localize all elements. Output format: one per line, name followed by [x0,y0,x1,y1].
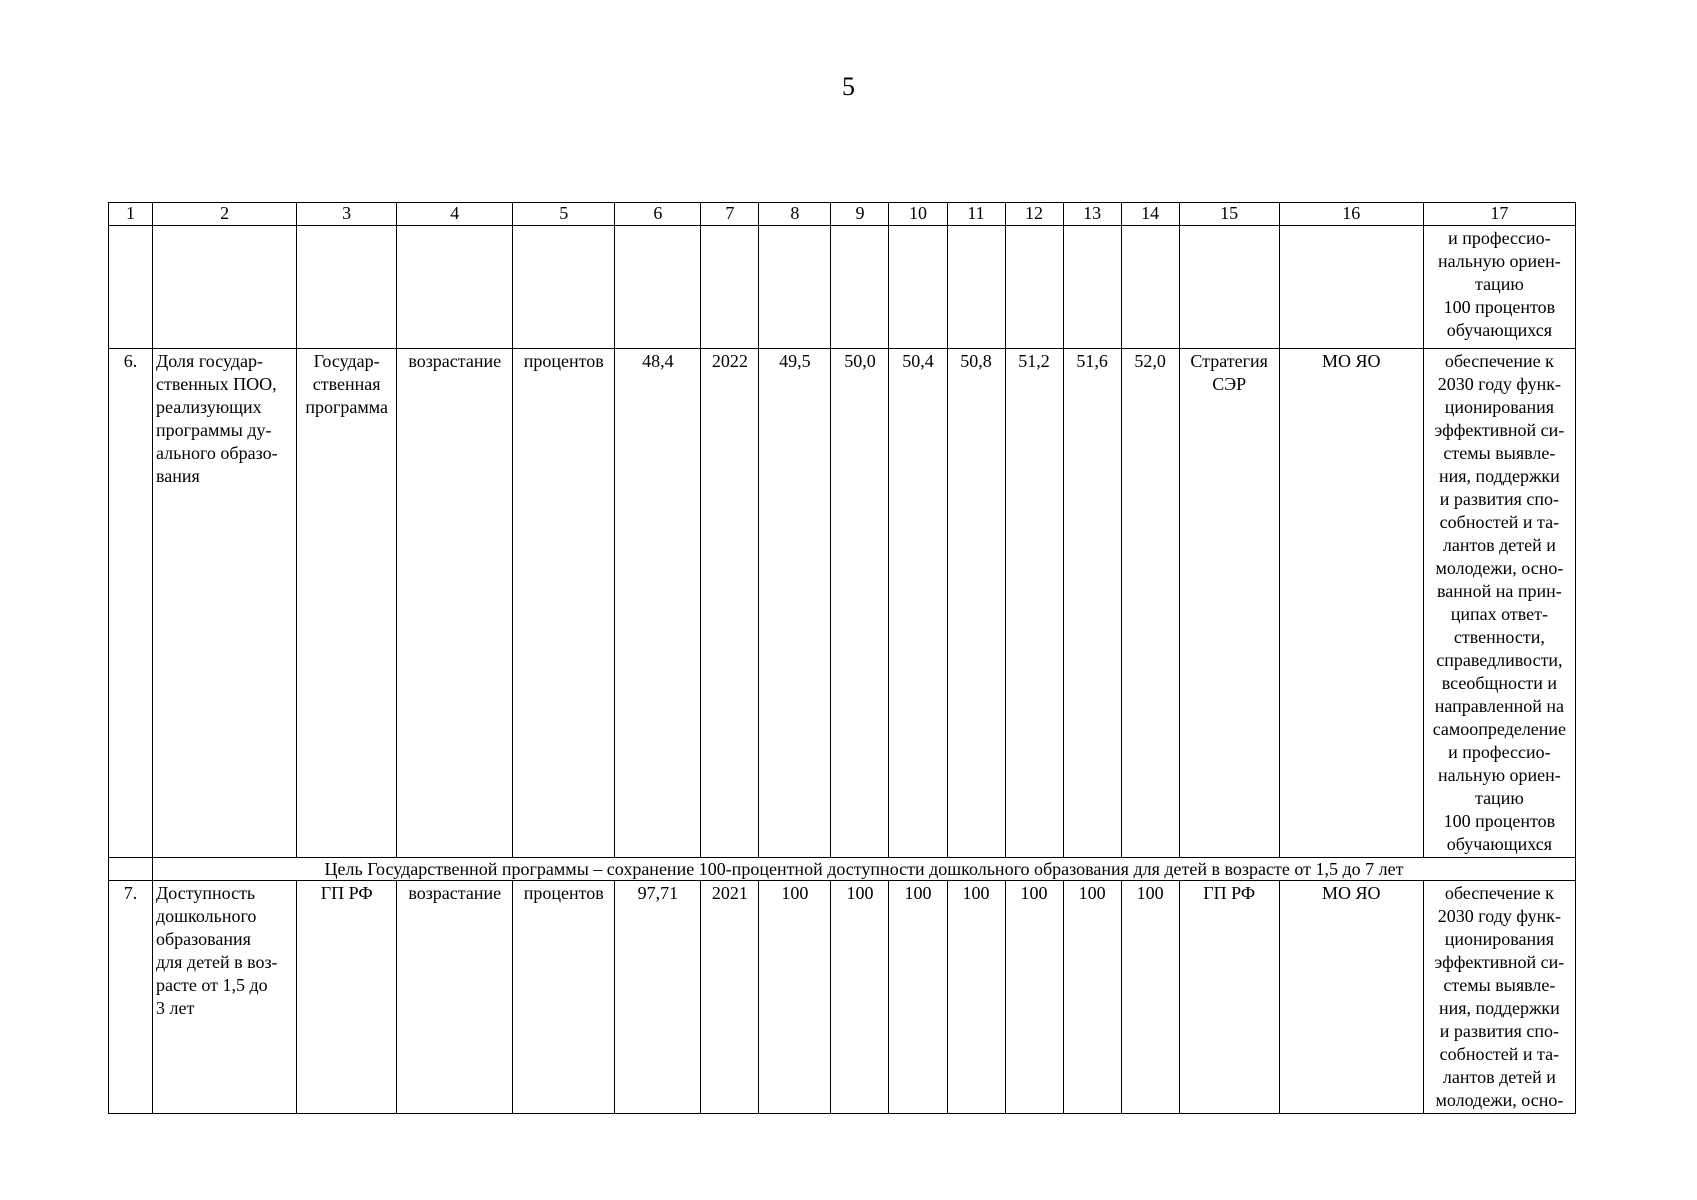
indicator-level: ГП РФ [297,881,397,1114]
header-cell: 15 [1179,203,1279,226]
table-row [109,349,1576,858]
link-line: стемы выявле- [1443,975,1556,995]
header-cell: 6 [615,203,701,226]
document-cell [1179,349,1279,858]
link-line: нальную ориен- [1437,251,1561,271]
header-cell: 13 [1063,203,1121,226]
header-cell: 2 [153,203,297,226]
page-number: 5 [842,72,855,101]
base-year: 2021 [701,881,759,1114]
base-value: 97,71 [615,881,701,1114]
indicator-name-line: программы ду- [156,420,272,440]
value-cell: 100 [759,881,831,1114]
indicator-name-line: Доступность [156,883,256,903]
value-cell: 100 [1121,881,1179,1114]
indicator-name-line: вания [156,466,200,486]
value-cell: 50,8 [947,349,1005,858]
value-cell: 51,6 [1063,349,1121,858]
link-line: собностей и та- [1439,1044,1560,1064]
link-cell [1423,881,1575,1114]
link-line: ционирования [1444,397,1555,417]
link-cell [1423,226,1575,349]
header-cell: 5 [513,203,615,226]
row-number: 7. [109,881,153,1114]
value-cell: 100 [1005,881,1063,1114]
continuation-row [109,226,1576,349]
link-line: эффективной си- [1434,420,1565,440]
header-cell: 17 [1423,203,1575,226]
value-cell: 50,4 [889,349,947,858]
link-line: направленной на [1434,696,1565,716]
indicator-name [153,349,297,858]
header-row [109,203,1576,226]
link-line: ципах ответ- [1450,604,1549,624]
unit: процентов [513,349,615,858]
link-line: 2030 году функ- [1437,906,1561,926]
link-line: эффективной си- [1434,952,1565,972]
link-line: обеспечение к [1444,351,1554,371]
indicator-level-line: Государ- [313,351,380,371]
header-cell: 4 [397,203,513,226]
indicator-level [297,349,397,858]
row-number: 6. [109,349,153,858]
indicator-level-line: ственная [312,374,381,394]
link-line: ционирования [1444,929,1555,949]
link-line: и профессио- [1448,742,1551,762]
value-cell: 52,0 [1121,349,1179,858]
header-cell: 8 [759,203,831,226]
indicator-name-line: дошкольного [156,906,257,926]
link-line: обучающихся [1446,320,1552,340]
indicator-level-line: программа [305,397,388,417]
link-line: лантов детей и [1442,1067,1556,1087]
indicator-name-line: реализующих [156,397,262,417]
base-value: 48,4 [615,349,701,858]
document-line: Стратегия [1190,351,1268,371]
value-cell: 100 [1063,881,1121,1114]
link-line: обучающихся [1446,834,1552,854]
trend: возрастание [397,349,513,858]
trend: возрастание [397,881,513,1114]
header-cell: 7 [701,203,759,226]
header-cell: 12 [1005,203,1063,226]
link-line: обеспечение к [1444,883,1554,903]
link-line: 2030 году функ- [1437,374,1561,394]
link-line: стемы выявле- [1443,443,1556,463]
link-line: справедливости, [1436,650,1563,670]
link-line: нальную ориен- [1437,765,1561,785]
value-cell: 49,5 [759,349,831,858]
value-cell: 100 [831,881,889,1114]
header-cell: 16 [1279,203,1423,226]
indicator-name [153,881,297,1114]
link-line: тацию [1474,274,1524,294]
value-cell: 51,2 [1005,349,1063,858]
indicator-name-line: расте от 1,5 до [156,975,268,995]
base-year: 2022 [701,349,759,858]
indicators-table [108,202,1576,1114]
link-line: и развития спо- [1439,1021,1560,1041]
document-cell: ГП РФ [1179,881,1279,1114]
link-line: молодежи, осно- [1435,558,1564,578]
table-row [109,881,1576,1114]
header-cell: 14 [1121,203,1179,226]
link-cell [1423,349,1575,858]
link-line: лантов детей и [1442,535,1556,555]
responsible: МО ЯО [1279,349,1423,858]
indicator-name-line: ственных ПОО, [156,374,277,394]
header-cell: 3 [297,203,397,226]
link-line: ния, поддержки [1439,466,1560,486]
link-line: и развития спо- [1439,489,1560,509]
link-line: ванной на прин- [1437,581,1562,601]
unit: процентов [513,881,615,1114]
link-line: 100 процентов [1443,811,1556,831]
indicator-name-line: 3 лет [156,998,195,1018]
header-cell: 1 [109,203,153,226]
value-cell: 100 [889,881,947,1114]
link-line: всеобщности и [1441,673,1558,693]
link-line: собностей и та- [1439,512,1560,532]
link-line: самоопределение [1432,719,1567,739]
value-cell: 100 [947,881,1005,1114]
indicator-name-line: для детей в воз- [156,952,278,972]
link-line: тацию [1474,788,1524,808]
link-line: ственности, [1453,627,1545,647]
program-goal: Цель Государственной программы – сохранение 100-процентной доступности дошкольного образования для детей в возрасте от 1,5 до 7 лет [153,858,1576,881]
value-cell: 50,0 [831,349,889,858]
responsible: МО ЯО [1279,881,1423,1114]
link-line: и профессио- [1448,228,1551,248]
goal-row [109,858,1576,881]
indicator-name-line: Доля государ- [156,351,263,371]
indicator-name-line: образования [156,929,251,949]
header-cell: 10 [889,203,947,226]
link-line: ния, поддержки [1439,998,1560,1018]
link-line: молодежи, осно- [1435,1090,1564,1110]
header-cell: 9 [831,203,889,226]
document-line: СЭР [1212,374,1247,394]
indicator-name-line: ального образо- [156,443,278,463]
header-cell: 11 [947,203,1005,226]
link-line: 100 процентов [1443,297,1556,317]
